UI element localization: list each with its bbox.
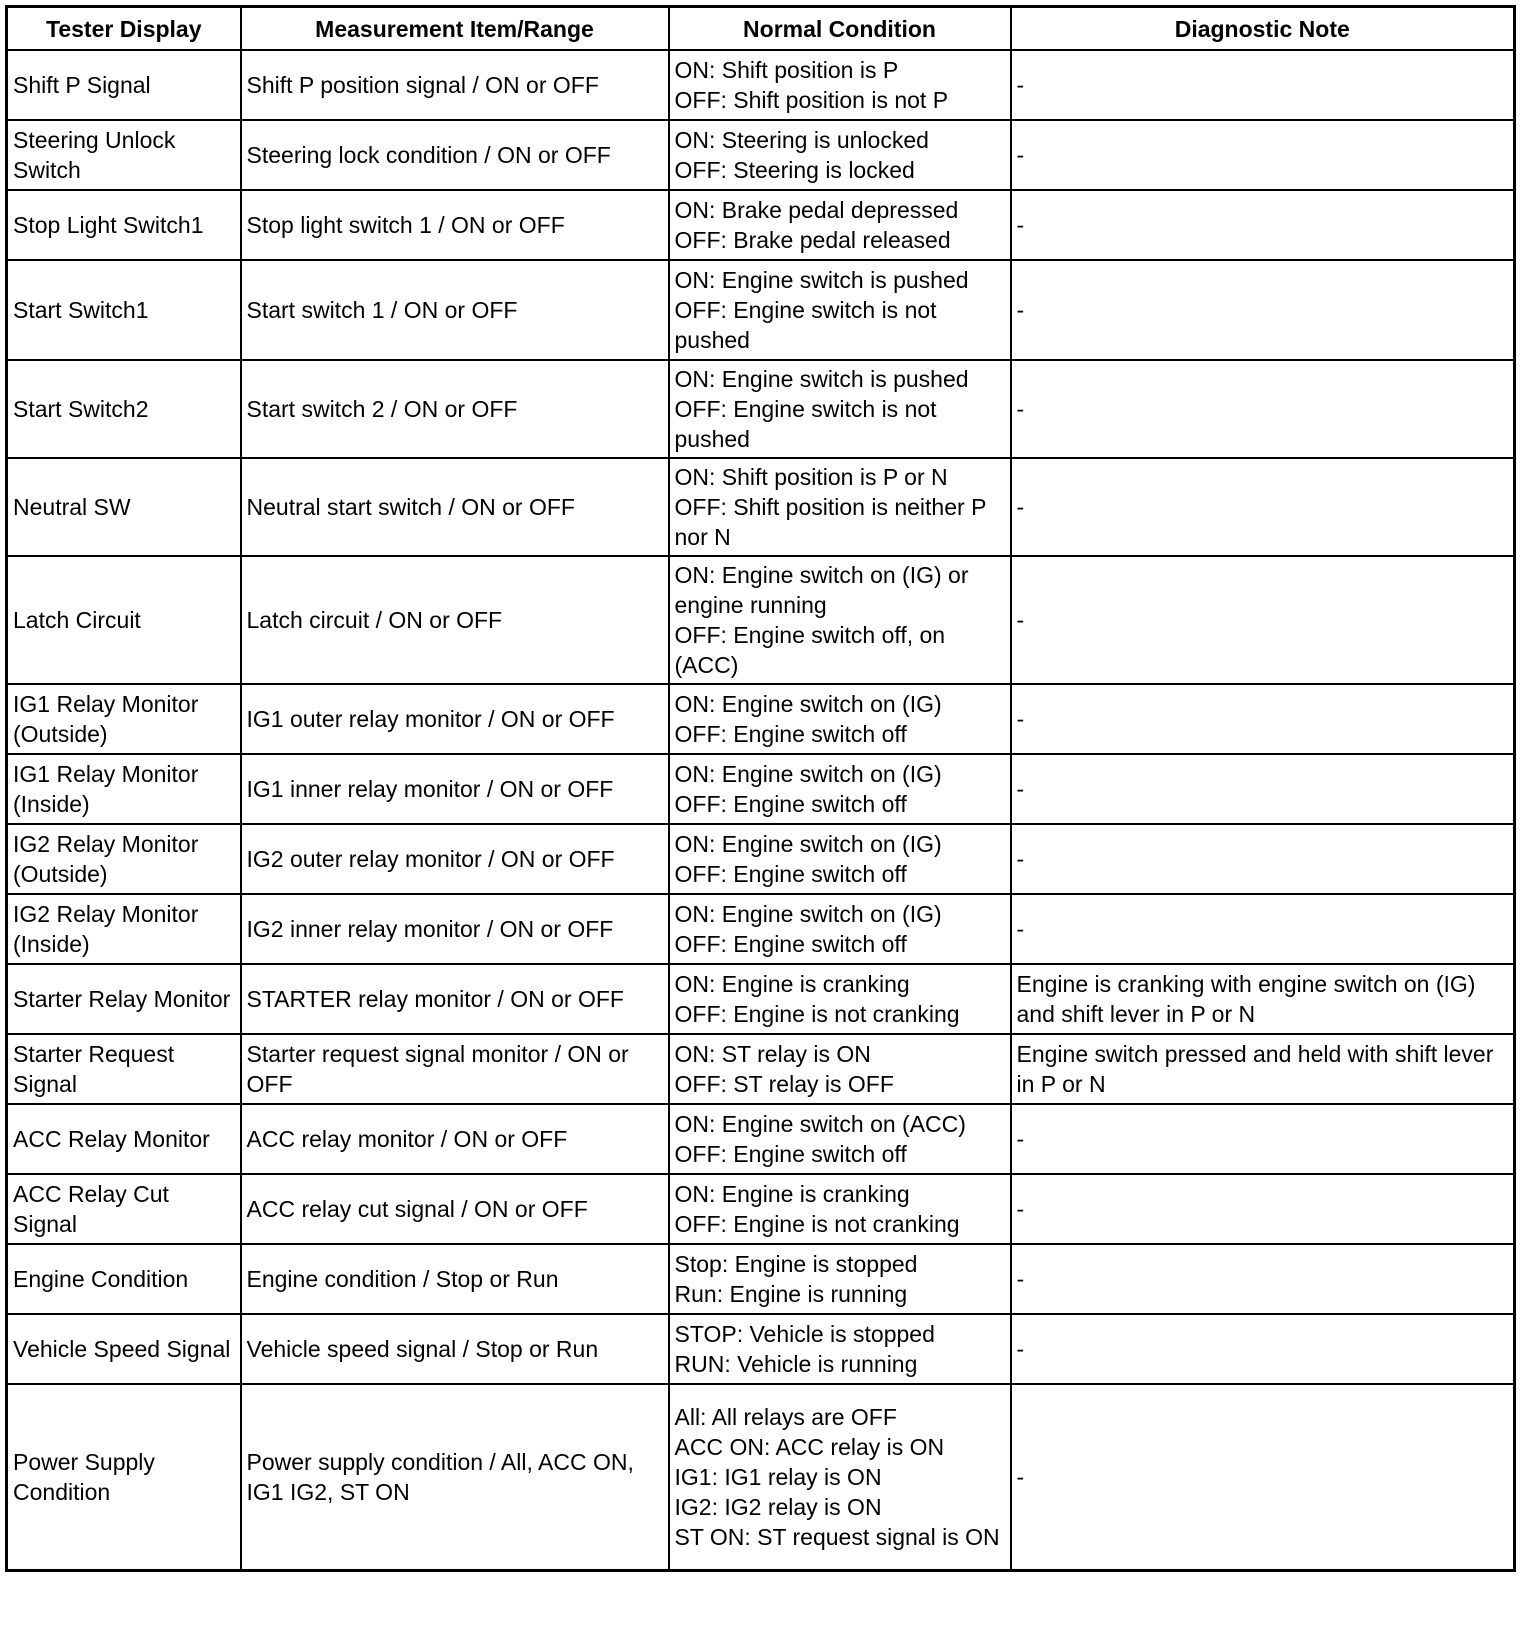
- normal-condition-line: OFF: Engine switch off: [674, 791, 907, 817]
- table-row: [7, 1244, 1515, 1314]
- table-row: [7, 458, 1515, 556]
- normal-condition-line: OFF: Engine switch is not pushed: [674, 396, 937, 452]
- tester-display-cell: Power Supply Condition: [7, 1384, 241, 1570]
- normal-condition-line: ON: ST relay is ON: [674, 1041, 871, 1067]
- table-row: [7, 1034, 1515, 1104]
- normal-condition-cell: [669, 1034, 1011, 1104]
- tester-display-cell: Vehicle Speed Signal: [7, 1314, 241, 1384]
- normal-condition-cell: [669, 894, 1011, 964]
- normal-condition-line: ON: Engine switch on (IG) or engine running: [674, 562, 969, 618]
- diagnostic-note-cell: -: [1011, 556, 1515, 684]
- tester-display-cell: Start Switch1: [7, 260, 241, 360]
- normal-condition-line: ON: Engine switch is pushed: [674, 366, 969, 392]
- normal-condition-line: OFF: Engine switch off: [674, 861, 907, 887]
- table-row: [7, 1174, 1515, 1244]
- normal-condition-line: ON: Shift position is P: [674, 57, 899, 83]
- normal-condition-line: ON: Engine switch is pushed: [674, 267, 969, 293]
- normal-condition-line: OFF: Engine is not cranking: [674, 1211, 960, 1237]
- diagnostic-note-cell: -: [1011, 1104, 1515, 1174]
- measurement-item-cell: Engine condition / Stop or Run: [241, 1244, 669, 1314]
- measurement-item-cell: IG2 outer relay monitor / ON or OFF: [241, 824, 669, 894]
- diagnostic-note-cell: -: [1011, 120, 1515, 190]
- tester-display-cell: Starter Request Signal: [7, 1034, 241, 1104]
- normal-condition-cell: [669, 556, 1011, 684]
- tester-display-cell: IG2 Relay Monitor (Inside): [7, 894, 241, 964]
- diagnostic-note-cell: -: [1011, 260, 1515, 360]
- tester-display-cell: Start Switch2: [7, 360, 241, 458]
- normal-condition-line: ON: Engine switch on (IG): [674, 831, 942, 857]
- normal-condition-cell: [669, 684, 1011, 754]
- table-row: [7, 556, 1515, 684]
- normal-condition-line: OFF: Engine switch off: [674, 721, 907, 747]
- diagnostic-note-cell: -: [1011, 1384, 1515, 1570]
- tester-display-cell: IG1 Relay Monitor (Outside): [7, 684, 241, 754]
- measurement-item-cell: ACC relay monitor / ON or OFF: [241, 1104, 669, 1174]
- diagnostic-note-cell: -: [1011, 190, 1515, 260]
- diagnostic-note-cell: -: [1011, 824, 1515, 894]
- normal-condition-cell: [669, 754, 1011, 824]
- measurement-item-cell: Steering lock condition / ON or OFF: [241, 120, 669, 190]
- tester-display-cell: ACC Relay Cut Signal: [7, 1174, 241, 1244]
- table-row: [7, 824, 1515, 894]
- normal-condition-line: ACC ON: ACC relay is ON: [674, 1433, 945, 1460]
- normal-condition-line: ON: Steering is unlocked: [674, 127, 929, 153]
- table-row: [7, 360, 1515, 458]
- measurement-item-cell: Shift P position signal / ON or OFF: [241, 50, 669, 120]
- normal-condition-line: ON: Engine is cranking: [674, 971, 910, 997]
- normal-condition-cell: [669, 964, 1011, 1034]
- normal-condition-cell: [669, 458, 1011, 556]
- tester-display-cell: Stop Light Switch1: [7, 190, 241, 260]
- measurement-item-cell: Vehicle speed signal / Stop or Run: [241, 1314, 669, 1384]
- table-row: [7, 894, 1515, 964]
- diagnostic-note-cell: -: [1011, 894, 1515, 964]
- diagnostic-note-cell: -: [1011, 684, 1515, 754]
- tester-display-cell: ACC Relay Monitor: [7, 1104, 241, 1174]
- table-row: [7, 1384, 1515, 1570]
- normal-condition-line: ON: Engine switch on (IG): [674, 691, 942, 717]
- diagnostic-note-cell: Engine switch pressed and held with shift lever in P or N: [1011, 1034, 1515, 1104]
- tester-display-cell: Steering Unlock Switch: [7, 120, 241, 190]
- table-row: [7, 120, 1515, 190]
- diagnostic-note-cell: -: [1011, 1314, 1515, 1384]
- diagnostic-note-cell: Engine is cranking with engine switch on (IG) and shift lever in P or N: [1011, 964, 1515, 1034]
- normal-condition-line: OFF: Steering is locked: [674, 157, 915, 183]
- tester-display-table: [5, 5, 1516, 1572]
- table-row: [7, 190, 1515, 260]
- table-row: [7, 260, 1515, 360]
- normal-condition-line: All: All relays are OFF: [674, 1403, 897, 1430]
- table-body: [7, 50, 1515, 1570]
- normal-condition-cell: [669, 120, 1011, 190]
- normal-condition-line: OFF: Engine switch off: [674, 1141, 907, 1167]
- normal-condition-line: ST ON: ST request signal is ON: [674, 1523, 1000, 1550]
- normal-condition-cell: [669, 824, 1011, 894]
- table-row: [7, 50, 1515, 120]
- tester-display-cell: Latch Circuit: [7, 556, 241, 684]
- diagnostic-note-cell: -: [1011, 1244, 1515, 1314]
- measurement-item-cell: Neutral start switch / ON or OFF: [241, 458, 669, 556]
- normal-condition-line: OFF: Brake pedal released: [674, 227, 951, 253]
- normal-condition-cell: [669, 1244, 1011, 1314]
- header-normal-condition: Normal Condition: [669, 7, 1011, 51]
- normal-condition-line: Run: Engine is running: [674, 1281, 908, 1307]
- normal-condition-line: IG1: IG1 relay is ON: [674, 1463, 882, 1490]
- measurement-item-cell: STARTER relay monitor / ON or OFF: [241, 964, 669, 1034]
- normal-condition-line: ON: Engine switch on (IG): [674, 901, 942, 927]
- normal-condition-line: ON: Engine switch on (ACC): [674, 1111, 966, 1137]
- normal-condition-cell: [669, 1384, 1011, 1570]
- header-tester-display: Tester Display: [7, 7, 241, 51]
- measurement-item-cell: IG1 inner relay monitor / ON or OFF: [241, 754, 669, 824]
- normal-condition-line: IG2: IG2 relay is ON: [674, 1493, 882, 1520]
- measurement-item-cell: Start switch 2 / ON or OFF: [241, 360, 669, 458]
- table-header-row: [7, 7, 1515, 51]
- normal-condition-cell: [669, 260, 1011, 360]
- tester-display-cell: Shift P Signal: [7, 50, 241, 120]
- diagnostic-note-cell: -: [1011, 50, 1515, 120]
- normal-condition-cell: [669, 1104, 1011, 1174]
- diagnostic-note-cell: -: [1011, 360, 1515, 458]
- measurement-item-cell: IG1 outer relay monitor / ON or OFF: [241, 684, 669, 754]
- diagnostic-note-cell: -: [1011, 754, 1515, 824]
- measurement-item-cell: Start switch 1 / ON or OFF: [241, 260, 669, 360]
- normal-condition-line: OFF: Engine switch off: [674, 931, 907, 957]
- tester-display-cell: IG2 Relay Monitor (Outside): [7, 824, 241, 894]
- measurement-item-cell: Starter request signal monitor / ON or OFF: [241, 1034, 669, 1104]
- normal-condition-cell: [669, 190, 1011, 260]
- normal-condition-line: OFF: ST relay is OFF: [674, 1071, 894, 1097]
- normal-condition-line: OFF: Shift position is neither P nor N: [674, 494, 986, 550]
- normal-condition-line: Stop: Engine is stopped: [674, 1251, 918, 1277]
- measurement-item-cell: ACC relay cut signal / ON or OFF: [241, 1174, 669, 1244]
- measurement-item-cell: Stop light switch 1 / ON or OFF: [241, 190, 669, 260]
- normal-condition-cell: [669, 1314, 1011, 1384]
- normal-condition-cell: [669, 360, 1011, 458]
- header-measurement-item: Measurement Item/Range: [241, 7, 669, 51]
- header-diagnostic-note: Diagnostic Note: [1011, 7, 1515, 51]
- table-row: [7, 684, 1515, 754]
- table-row: [7, 1104, 1515, 1174]
- normal-condition-line: RUN: Vehicle is running: [674, 1351, 918, 1377]
- normal-condition-line: ON: Brake pedal depressed: [674, 197, 959, 223]
- diagnostic-note-cell: -: [1011, 458, 1515, 556]
- tester-display-cell: IG1 Relay Monitor (Inside): [7, 754, 241, 824]
- normal-condition-line: ON: Shift position is P or N: [674, 464, 948, 490]
- measurement-item-cell: Power supply condition / All, ACC ON, IG1 IG2, ST ON: [241, 1384, 669, 1570]
- normal-condition-line: ON: Engine switch on (IG): [674, 761, 942, 787]
- table-row: [7, 754, 1515, 824]
- normal-condition-line: STOP: Vehicle is stopped: [674, 1321, 935, 1347]
- measurement-item-cell: IG2 inner relay monitor / ON or OFF: [241, 894, 669, 964]
- table-row: [7, 964, 1515, 1034]
- measurement-item-cell: Latch circuit / ON or OFF: [241, 556, 669, 684]
- normal-condition-line: OFF: Engine is not cranking: [674, 1001, 960, 1027]
- tester-display-cell: Starter Relay Monitor: [7, 964, 241, 1034]
- tester-display-cell: Neutral SW: [7, 458, 241, 556]
- normal-condition-line: OFF: Engine switch off, on (ACC): [674, 622, 946, 678]
- normal-condition-cell: [669, 50, 1011, 120]
- normal-condition-line: ON: Engine is cranking: [674, 1181, 910, 1207]
- diagnostic-note-cell: -: [1011, 1174, 1515, 1244]
- normal-condition-cell: [669, 1174, 1011, 1244]
- normal-condition-line: OFF: Shift position is not P: [674, 87, 949, 113]
- table-row: [7, 1314, 1515, 1384]
- tester-display-cell: Engine Condition: [7, 1244, 241, 1314]
- normal-condition-line: OFF: Engine switch is not pushed: [674, 297, 937, 353]
